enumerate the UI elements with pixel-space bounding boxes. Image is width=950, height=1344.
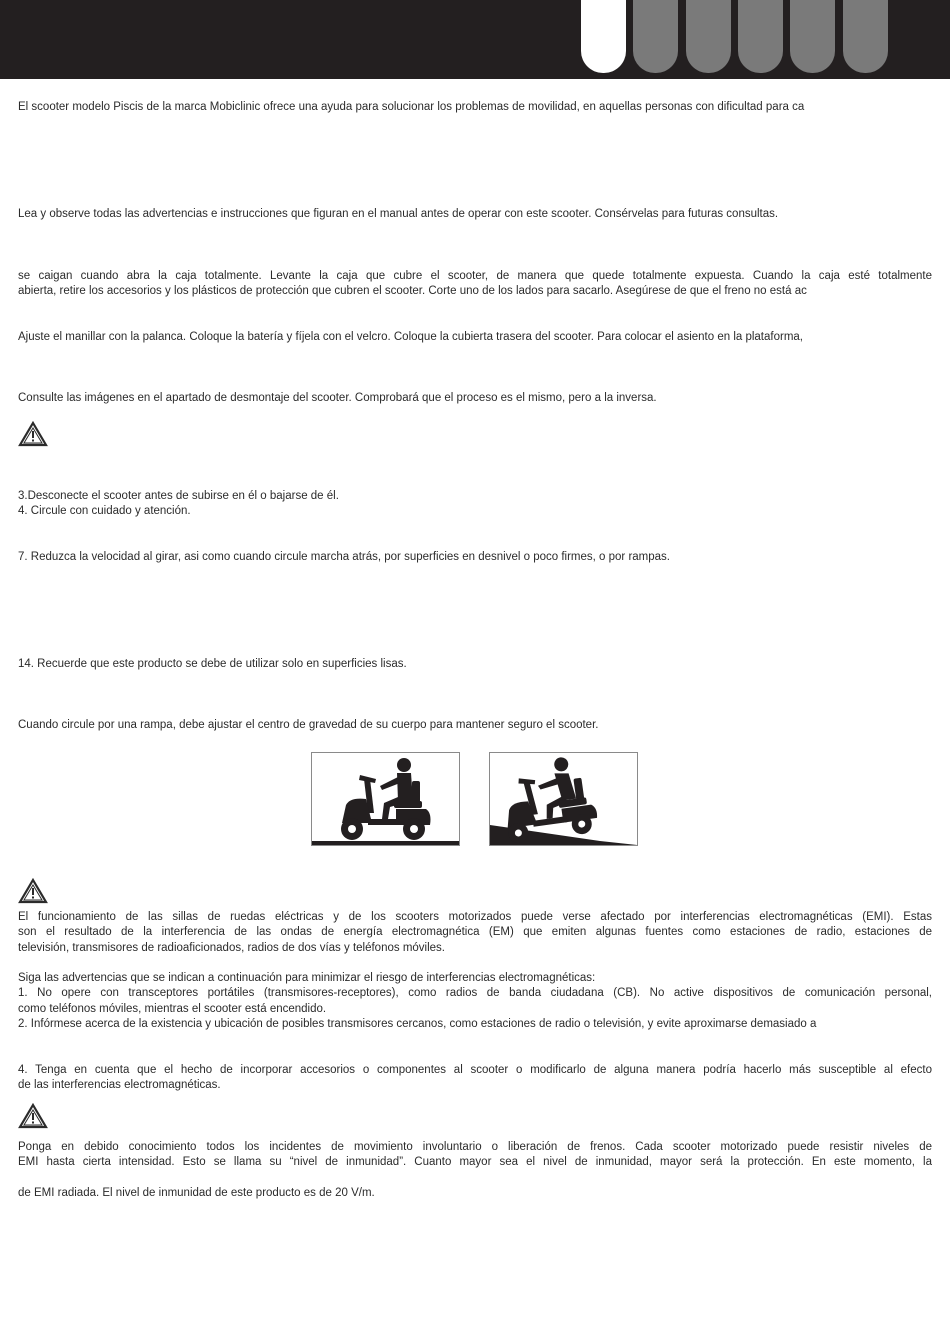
read-instructions-text: Lea y observe todas las advertencias e instrucciones que figuran en el manual antes de operar con este scooter. Consérvelas para futuras consultas. (18, 208, 779, 220)
warning-item-14: 14. Recuerde que este producto se debe de utilizar solo en superficies lisas. (18, 658, 407, 670)
immunity-text-line-3: de EMI radiada. El nivel de inmunidad de este producto es de 20 V/m. (18, 1187, 375, 1199)
intro-text: El scooter modelo Piscis de la marca Mobiclinic ofrece una ayuda para solucionar los problemas de movilidad, en aquellas personas con dificultad para ca (18, 101, 805, 113)
scooter-flat-ground-icon (312, 753, 459, 845)
unpack-text-line-1: se caigan cuando abra la caja totalmente. Levante la caja que cubre el scooter, de manera que quede totalmente expuesta. Cuando la caja esté totalmente (18, 270, 932, 282)
emi-text-line-2: son el resultado de la interferencia de las ondas de energía electromagnética (EM) que emiten algunas fuentes como estaciones de radio, estaciones de (18, 926, 932, 938)
chapter-tab-6[interactable] (843, 0, 888, 73)
emi-item-1-line-2: como teléfonos móviles, mientras el scooter está encendido. (18, 1003, 327, 1015)
emi-text-line-3: televisión, transmisores de radioaficionados, radios de dos vías y teléfonos móviles. (18, 942, 445, 954)
chapter-tab-4[interactable] (738, 0, 783, 73)
emi-item-2: 2. Infórmese acerca de la existencia y ubicación de posibles transmisores cercanos, como estaciones de radio o televisión, y evite aproximarse demasiado a (18, 1018, 817, 1030)
unpack-text-line-2: abierta, retire los accesorios y los plásticos de protección que cubren el scooter. Corte uno de los lados para sacarlo. Asegúrese de que el freno no está ac (18, 285, 807, 297)
chapter-tab-1[interactable] (581, 0, 626, 73)
chapter-tab-5[interactable] (790, 0, 835, 73)
emi-item-4-line-2: de las interferencias electromagnéticas. (18, 1079, 221, 1091)
disassembly-text: Consulte las imágenes en el apartado de desmontaje del scooter. Comprobará que el proceso es el mismo, pero a la inversa. (18, 392, 657, 404)
warning-item-3: 3.Desconecte el scooter antes de subirse en él o bajarse de él. (18, 490, 339, 502)
chapter-tab-3[interactable] (686, 0, 731, 73)
chapter-tab-2[interactable] (633, 0, 678, 73)
figure-scooter-ramp (489, 752, 638, 846)
warning-triangle-icon (18, 878, 48, 904)
immunity-text-line-2: EMI hasta cierta intensidad. Esto se llama su “nivel de inmunidad”. Cuanto mayor sea el nivel de inmunidad, mayor será la protección. En este momento, la (18, 1156, 932, 1168)
scooter-ramp-icon (490, 753, 637, 845)
warning-triangle-icon (18, 1103, 48, 1129)
warning-item-7: 7. Reduzca la velocidad al girar, asi como cuando circule marcha atrás, por superficies en desnivel o poco firmes, o por rampas. (18, 551, 670, 563)
emi-item-4-line-1: 4. Tenga en cuenta que el hecho de incorporar accesorios o componentes al scooter o modificarlo de alguna manera podría hacerlo más susceptible al efecto (18, 1064, 932, 1076)
immunity-text-line-1: Ponga en debido conocimiento todos los incidentes de movimiento involuntario o liberación de frenos. Cada scooter motorizado puede resistir niveles de (18, 1141, 932, 1153)
warning-item-4: 4. Circule con cuidado y atención. (18, 505, 191, 517)
warning-triangle-icon (18, 421, 48, 447)
figure-scooter-flat (311, 752, 460, 846)
emi-text-line-1: El funcionamiento de las sillas de ruedas eléctricas y de los scooters motorizados puede verse afectado por interferencias electromagnéticas (EMI). Estas (18, 911, 932, 923)
emi-item-1-line-1: 1. No opere con transceptores portátiles (transmisores-receptores), como radios de banda ciudadana (CB). No active dispositivos de comunicación personal, (18, 987, 932, 999)
header-bar (0, 0, 950, 79)
ramp-text: Cuando circule por una rampa, debe ajustar el centro de gravedad de su cuerpo para mantener seguro el scooter. (18, 719, 599, 731)
assembly-text: Ajuste el manillar con la palanca. Coloque la batería y fíjela con el velcro. Coloque la cubierta trasera del scooter. Para colocar el asiento en la plataforma, (18, 331, 803, 343)
emi-follow-text: Siga las advertencias que se indican a continuación para minimizar el riesgo de interferencias electromagnéticas: (18, 972, 596, 984)
